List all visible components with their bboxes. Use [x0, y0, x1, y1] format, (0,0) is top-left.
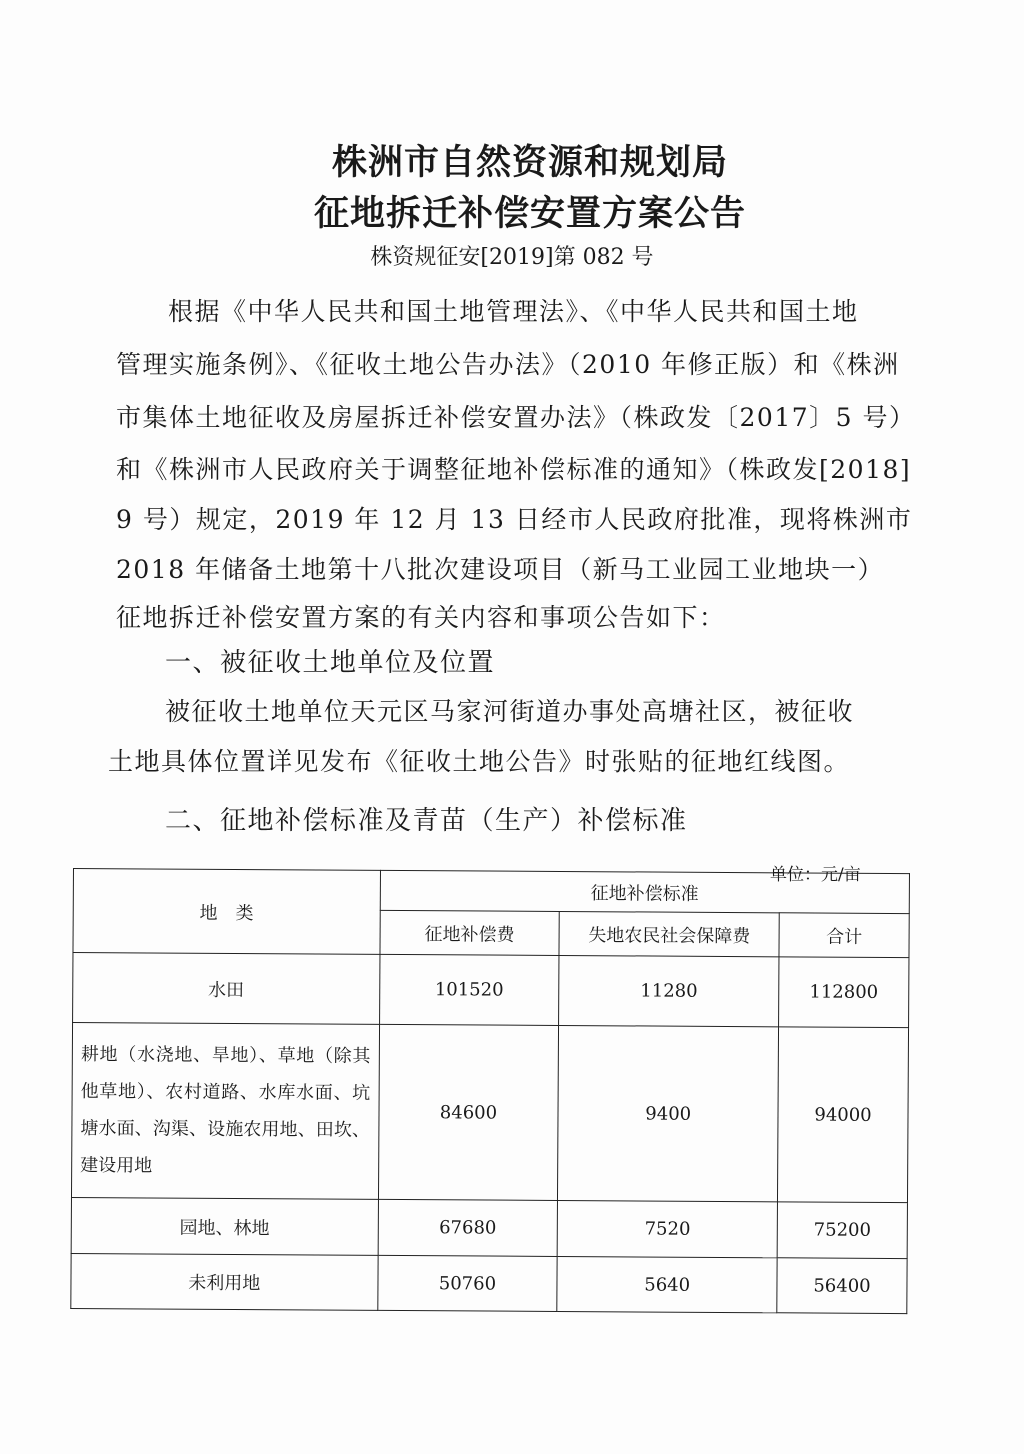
table-row — [71, 1197, 907, 1258]
section-1-heading: 一、被征收土地单位及位置 — [165, 648, 496, 678]
intro-line: 征地拆迁补偿安置方案的有关内容和事项公告如下： — [116, 603, 726, 632]
land-type-cell: 未利用地 — [71, 1253, 378, 1310]
value-cell: 112800 — [779, 957, 909, 1028]
value-cell: 56400 — [777, 1258, 907, 1314]
section-1-line: 被征收土地单位天元区马家河街道办事处高塘社区，被征收 — [165, 697, 855, 726]
table-unit: 单位：元/亩 — [770, 865, 861, 885]
document-number: 株资规征安[2019]第 082 号 — [370, 245, 654, 270]
section-1-line: 土地具体位置详见发布《征收土地公告》时张贴的征地红线图。 — [108, 747, 851, 776]
header-land-type: 地 类 — [73, 869, 380, 955]
value-cell: 11280 — [559, 955, 779, 1026]
title-line-1: 株洲市自然资源和规划局 — [331, 143, 728, 183]
title-line-2: 征地拆迁补偿安置方案公告 — [313, 194, 746, 234]
intro-line: 根据《中华人民共和国土地管理法》、《中华人民共和国土地 — [168, 297, 859, 326]
table-row — [71, 1253, 907, 1313]
value-cell: 5640 — [557, 1256, 777, 1312]
header-column: 失地农民社会保障费 — [559, 911, 779, 956]
land-type-cell: 水田 — [73, 953, 380, 1025]
intro-line: 9 号）规定，2019 年 12 月 13 日经市人民政府批准，现将株洲市 — [116, 505, 913, 534]
table-row — [73, 953, 909, 1028]
section-2-heading: 二、征地补偿标准及青苗（生产）补偿标准 — [165, 806, 688, 836]
intro-line: 和《株洲市人民政府关于调整征地补偿标准的通知》（株政发[2018] — [116, 455, 912, 484]
header-column: 征地补偿费 — [380, 910, 560, 955]
value-cell: 101520 — [379, 954, 559, 1025]
intro-line: 市集体土地征收及房屋拆迁补偿安置办法》（株政发〔2017〕5 号） — [116, 403, 916, 432]
intro-line: 2018 年储备土地第十八批次建设项目（新马工业园工业地块一） — [116, 555, 885, 584]
value-cell: 84600 — [378, 1024, 559, 1200]
value-cell: 9400 — [558, 1025, 779, 1201]
value-cell: 50760 — [377, 1255, 557, 1311]
intro-line: 管理实施条例》、《征收土地公告办法》（2010 年修正版）和《株洲 — [116, 350, 900, 379]
land-type-cell: 耕地（水浇地、旱地）、草地（除其他草地）、农村道路、水库水面、坑塘水面、沟渠、设施农用地、田坎、建设用地 — [71, 1023, 379, 1200]
value-cell: 94000 — [778, 1027, 909, 1203]
value-cell: 67680 — [378, 1199, 558, 1256]
header-compensation-standard: 征地补偿标准 — [380, 870, 910, 913]
compensation-table — [70, 868, 910, 1314]
value-cell: 7520 — [557, 1200, 777, 1257]
value-cell: 75200 — [777, 1202, 907, 1259]
header-column: 合计 — [779, 913, 909, 958]
land-type-cell: 园地、林地 — [71, 1197, 378, 1255]
table-row — [71, 1023, 908, 1203]
